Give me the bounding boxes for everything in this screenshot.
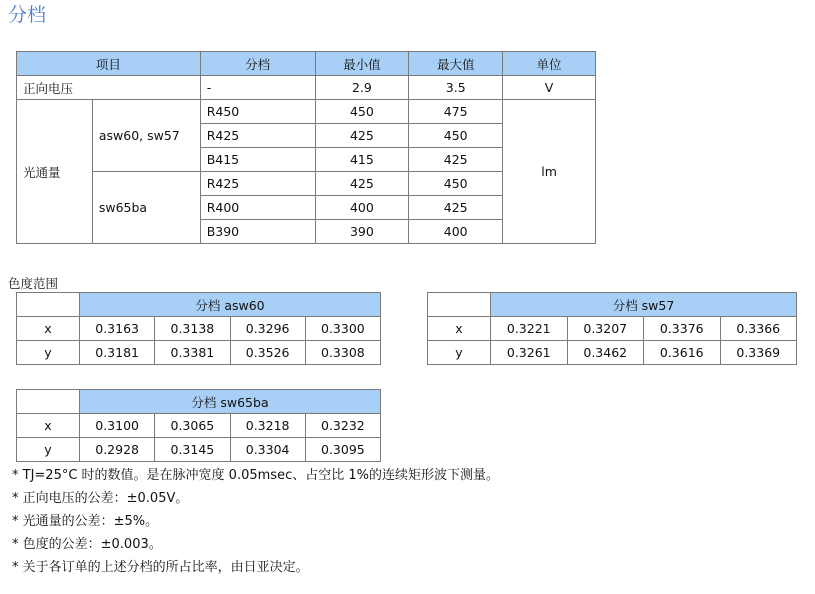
table-header-row bbox=[17, 52, 596, 76]
x-value: 0.3232 bbox=[305, 414, 380, 438]
x-value: 0.3065 bbox=[155, 414, 230, 438]
unit-cell: lm bbox=[503, 100, 596, 244]
corner-cell bbox=[17, 390, 80, 414]
y-value: 0.3308 bbox=[305, 341, 380, 365]
x-label: x bbox=[428, 317, 491, 341]
bin-cell: R450 bbox=[200, 100, 315, 124]
corner-cell bbox=[428, 293, 491, 317]
x-value: 0.3138 bbox=[155, 317, 230, 341]
bin-cell: - bbox=[200, 76, 315, 100]
bin-cell: R425 bbox=[200, 124, 315, 148]
min-cell: 425 bbox=[315, 124, 409, 148]
y-value: 0.3369 bbox=[720, 341, 797, 365]
table-row bbox=[17, 414, 381, 438]
bin-cell: R425 bbox=[200, 172, 315, 196]
table-row bbox=[17, 341, 381, 365]
max-cell: 450 bbox=[409, 124, 503, 148]
chromaticity-header: 分档 asw60 bbox=[80, 293, 381, 317]
table-header-row bbox=[17, 293, 381, 317]
x-value: 0.3296 bbox=[230, 317, 305, 341]
table-row bbox=[17, 76, 596, 100]
max-cell: 3.5 bbox=[409, 76, 503, 100]
y-value: 0.2928 bbox=[80, 438, 155, 462]
chromaticity-table-sw57 bbox=[427, 292, 797, 365]
chromaticity-header: 分档 sw65ba bbox=[80, 390, 381, 414]
max-cell: 425 bbox=[409, 148, 503, 172]
x-value: 0.3366 bbox=[720, 317, 797, 341]
note-item: * TJ=25°C 时的数值。是在脉冲宽度 0.05msec、占空比 1%的连续矩形波下测量。 bbox=[12, 468, 499, 483]
unit-cell: V bbox=[503, 76, 596, 100]
y-value: 0.3181 bbox=[80, 341, 155, 365]
x-label: x bbox=[17, 414, 80, 438]
min-cell: 400 bbox=[315, 196, 409, 220]
table-header-row bbox=[428, 293, 797, 317]
y-value: 0.3095 bbox=[305, 438, 380, 462]
x-value: 0.3163 bbox=[80, 317, 155, 341]
min-cell: 450 bbox=[315, 100, 409, 124]
y-value: 0.3381 bbox=[155, 341, 230, 365]
max-cell: 425 bbox=[409, 196, 503, 220]
forward-voltage-label: 正向电压 bbox=[17, 76, 201, 100]
chromaticity-section-label: 色度范围 bbox=[8, 276, 59, 291]
x-value: 0.3218 bbox=[230, 414, 305, 438]
chromaticity-table-asw60 bbox=[16, 292, 381, 365]
y-value: 0.3616 bbox=[644, 341, 721, 365]
max-cell: 400 bbox=[409, 220, 503, 244]
y-value: 0.3304 bbox=[230, 438, 305, 462]
bin-cell: B390 bbox=[200, 220, 315, 244]
max-cell: 475 bbox=[409, 100, 503, 124]
table-header-row bbox=[17, 390, 381, 414]
table-row bbox=[428, 317, 797, 341]
corner-cell bbox=[17, 293, 80, 317]
y-label: y bbox=[428, 341, 491, 365]
header-bin: 分档 bbox=[200, 52, 315, 76]
y-value: 0.3145 bbox=[155, 438, 230, 462]
header-min: 最小值 bbox=[315, 52, 409, 76]
min-cell: 390 bbox=[315, 220, 409, 244]
chromaticity-header: 分档 sw57 bbox=[491, 293, 797, 317]
header-max: 最大值 bbox=[409, 52, 503, 76]
model-cell: asw60, sw57 bbox=[92, 100, 200, 172]
x-label: x bbox=[17, 317, 80, 341]
header-unit: 单位 bbox=[503, 52, 596, 76]
x-value: 0.3221 bbox=[491, 317, 568, 341]
min-cell: 425 bbox=[315, 172, 409, 196]
min-cell: 2.9 bbox=[315, 76, 409, 100]
model-cell: sw65ba bbox=[92, 172, 200, 244]
y-label: y bbox=[17, 438, 80, 462]
max-cell: 450 bbox=[409, 172, 503, 196]
header-item: 项目 bbox=[17, 52, 201, 76]
note-item: * 正向电压的公差：±0.05V。 bbox=[12, 491, 189, 506]
table-row bbox=[428, 341, 797, 365]
page-title: 分档 bbox=[8, 4, 47, 26]
chromaticity-table-sw65ba bbox=[16, 389, 381, 462]
min-cell: 415 bbox=[315, 148, 409, 172]
y-value: 0.3526 bbox=[230, 341, 305, 365]
x-value: 0.3300 bbox=[305, 317, 380, 341]
note-item: * 光通量的公差：±5%。 bbox=[12, 514, 159, 529]
y-value: 0.3261 bbox=[491, 341, 568, 365]
x-value: 0.3376 bbox=[644, 317, 721, 341]
y-value: 0.3462 bbox=[567, 341, 644, 365]
binning-table bbox=[16, 51, 596, 244]
bin-cell: B415 bbox=[200, 148, 315, 172]
bin-cell: R400 bbox=[200, 196, 315, 220]
luminous-flux-label: 光通量 bbox=[17, 100, 93, 244]
table-row bbox=[17, 100, 596, 124]
note-item: * 关于各订单的上述分档的所占比率，由日亚决定。 bbox=[12, 560, 309, 575]
y-label: y bbox=[17, 341, 80, 365]
note-item: * 色度的公差：±0.003。 bbox=[12, 537, 162, 552]
x-value: 0.3207 bbox=[567, 317, 644, 341]
table-row bbox=[17, 317, 381, 341]
table-row bbox=[17, 438, 381, 462]
x-value: 0.3100 bbox=[80, 414, 155, 438]
notes-list bbox=[12, 464, 499, 579]
